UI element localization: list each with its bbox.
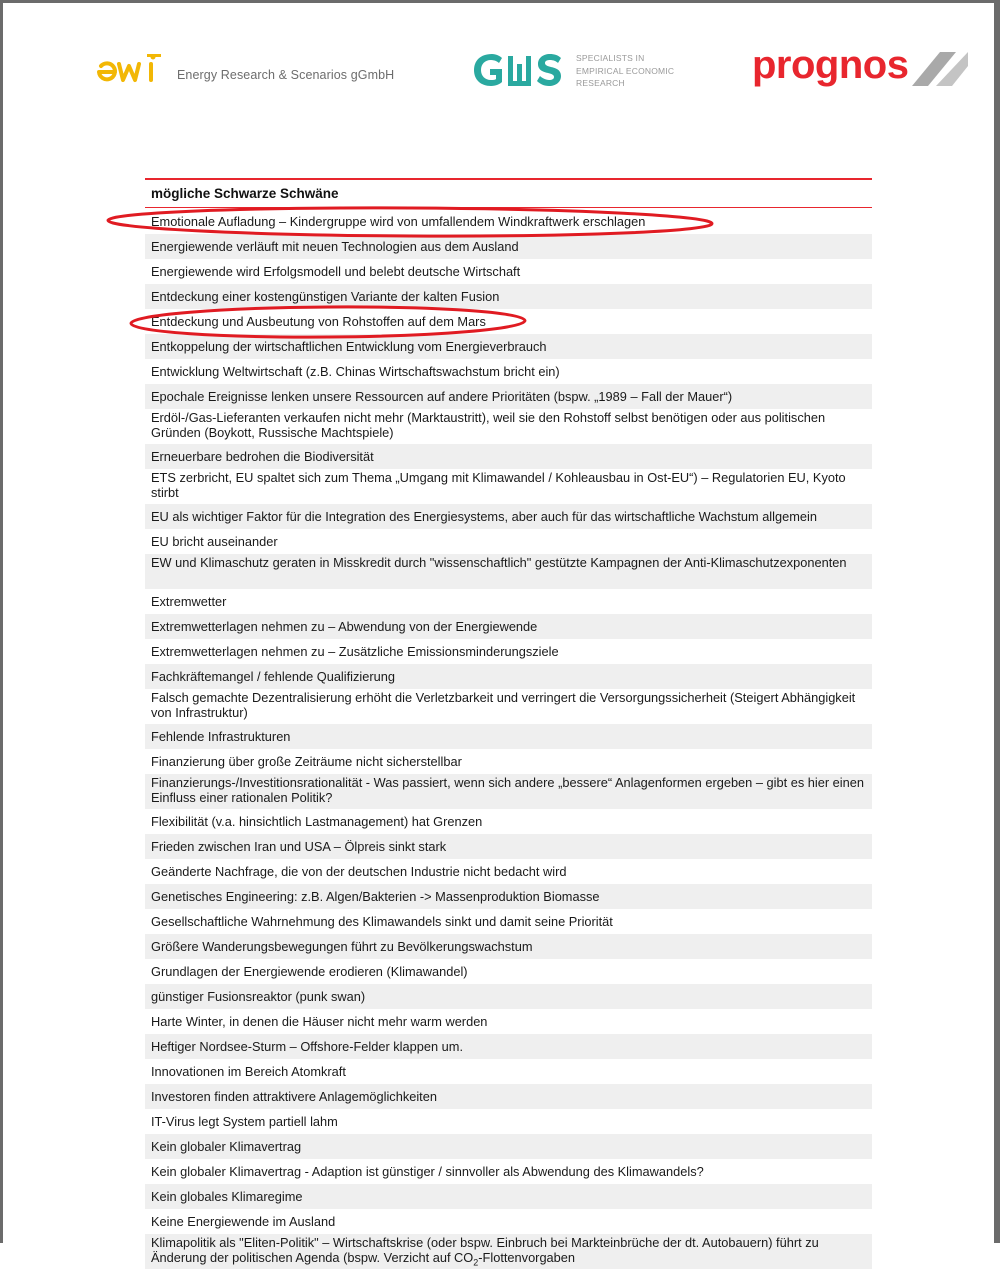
table-row: günstiger Fusionsreaktor (punk swan) (145, 984, 872, 1009)
table-row: Fachkräftemangel / fehlende Qualifizierung (145, 664, 872, 689)
table-row: Kein globales Klimaregime (145, 1184, 872, 1209)
table-row: Erdöl-/Gas-Lieferanten verkaufen nicht mehr (Marktaustritt), weil sie den Rohstoff selbst benötigen oder aus politischen Gründen (Boykott, Russische Machtspiele) (151, 410, 826, 441)
gws-logo-mark (472, 50, 566, 90)
gws-logo-tagline: SPECIALISTS IN EMPIRICAL ECONOMIC RESEARCH (576, 53, 675, 88)
table-row: Extremwetterlagen nehmen zu – Zusätzliche Emissionsminderungsziele (151, 644, 559, 659)
ewi-logo-text: Energy Research & Scenarios gGmbH (177, 68, 395, 82)
table-row: Entdeckung und Ausbeutung von Rohstoffen auf dem Mars (151, 314, 486, 329)
table-row: Emotionale Aufladung – Kindergruppe wird von umfallendem Windkraftwerk erschlagen (151, 214, 646, 229)
table-row: Entdeckung einer kostengünstigen Variante der kalten Fusion (145, 284, 872, 309)
subscript-2: 2 (473, 1257, 479, 1268)
table-row: EU als wichtiger Faktor für die Integration des Energiesystems, aber auch für das wirtschaftliche Wachstum allgemein (145, 504, 872, 529)
table-row: Grundlagen der Energiewende erodieren (Klimawandel) (151, 964, 468, 979)
table-row: Heftiger Nordsee-Sturm – Offshore-Felder klappen um. (145, 1034, 872, 1059)
gws-logo (472, 48, 702, 92)
table-row: Keine Energiewende im Ausland (151, 1214, 336, 1229)
ewi-logo (95, 52, 405, 92)
table-body (145, 209, 872, 1269)
table-row: Innovationen im Bereich Atomkraft (151, 1064, 346, 1079)
table-row: Extremwetter (151, 594, 227, 609)
table-row: Extremwetterlagen nehmen zu – Abwendung von der Energiewende (145, 614, 872, 639)
table-row: ETS zerbricht, EU spaltet sich zum Thema „Umgang mit Klimawandel / Kohleausbau in Ost-EU“) – Regulatorien EU, Kyoto stirbt (151, 470, 846, 501)
ewi-logo-mark (95, 52, 169, 92)
table-row: Erneuerbare bedrohen die Biodiversität (145, 444, 872, 469)
page-frame-right (994, 0, 1000, 1243)
table-row: Finanzierung über große Zeiträume nicht sicherstellbar (151, 754, 462, 769)
table-row: Kein globaler Klimavertrag (145, 1134, 872, 1159)
table-row: Falsch gemachte Dezentralisierung erhöht die Verletzbarkeit und verringert die Versorgungssicherheit (Steigert Abhängigkeit von Infrastruktur) (151, 690, 856, 721)
table-row: Epochale Ereignisse lenken unsere Ressourcen auf andere Prioritäten (bspw. „1989 – Fall der Mauer“) (145, 384, 872, 409)
table-row: Geänderte Nachfrage, die von der deutschen Industrie nicht bedacht wird (151, 864, 567, 879)
table-row: Größere Wanderungsbewegungen führt zu Bevölkerungswachstum (145, 934, 872, 959)
table-header-rule (145, 207, 872, 208)
table-row: Energiewende wird Erfolgsmodell und belebt deutsche Wirtschaft (151, 264, 521, 279)
page-frame-top (0, 0, 1000, 3)
table-row: Frieden zwischen Iran und USA – Ölpreis sinkt stark (145, 834, 872, 859)
table-header (145, 180, 872, 208)
table-row: Entkoppelung der wirtschaftlichen Entwicklung vom Energieverbrauch (145, 334, 872, 359)
table-row: Genetisches Engineering: z.B. Algen/Bakterien -> Massenproduktion Biomasse (145, 884, 872, 909)
table-row: IT-Virus legt System partiell lahm (151, 1114, 338, 1129)
table-header-title: mögliche Schwarze Schwäne (151, 186, 339, 201)
prognos-logo-text: prognos (752, 43, 909, 87)
prognos-slash-icon (912, 52, 968, 86)
table-row: Entwicklung Weltwirtschaft (z.B. Chinas Wirtschaftswachstum bricht ein) (151, 364, 560, 379)
table-row: Flexibilität (v.a. hinsichtlich Lastmanagement) hat Grenzen (151, 814, 483, 829)
table-row: Harte Winter, in denen die Häuser nicht mehr warm werden (151, 1014, 488, 1029)
table-row: Gesellschaftliche Wahrnehmung des Klimawandels sinkt und damit seine Priorität (151, 914, 613, 929)
table-row: Kein globaler Klimavertrag - Adaption ist günstiger / sinnvoller als Abwendung des Klimawandels? (151, 1164, 704, 1179)
table-row: Investoren finden attraktivere Anlagemöglichkeiten (145, 1084, 872, 1109)
table-row: EU bricht auseinander (151, 534, 278, 549)
page-frame-left (0, 0, 3, 1243)
prognos-logo (752, 40, 972, 90)
table-row: EW und Klimaschutz geraten in Misskredit durch "wissenschaftlich" gestützte Kampagnen der Anti-Klimaschutzexponenten (145, 554, 872, 589)
table-row: Finanzierungs-/Investitionsrationalität - Was passiert, wenn sich andere „bessere“ Anlagenformen ergeben – gibt es hier einen Einfluss einer rationalen Politik? (145, 774, 872, 809)
table-row: Klimapolitik als "Eliten-Politik" – Wirtschaftskrise (oder bspw. Einbruch bei Markteinbrüche der dt. Autobauern) führt zu Änderung der politischen Agenda (bspw. Verzicht auf $CO_2$-Flottenvorgaben (145, 1234, 872, 1269)
table-row: Energiewende verläuft mit neuen Technologien aus dem Ausland (145, 234, 872, 259)
table-row: Fehlende Infrastrukturen (145, 724, 872, 749)
